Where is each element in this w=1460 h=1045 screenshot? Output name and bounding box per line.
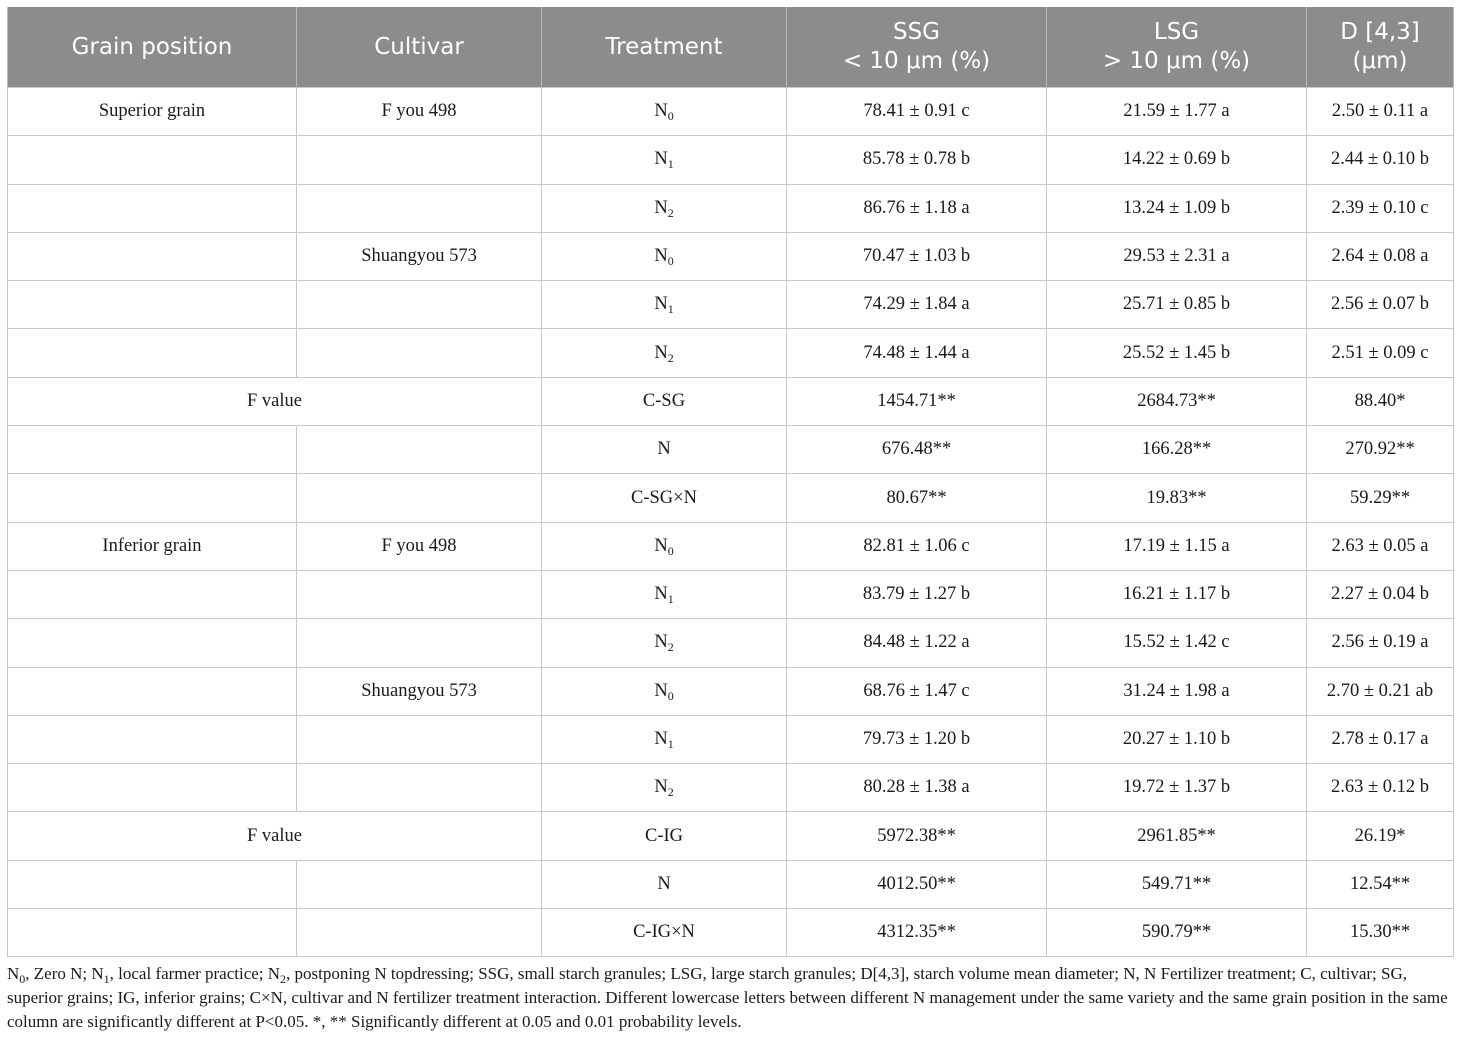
cultivar-cell bbox=[297, 860, 542, 908]
treatment-label: N bbox=[654, 197, 668, 218]
treatment-cell bbox=[542, 812, 787, 860]
lsg-cell: 166.28** bbox=[1047, 426, 1307, 474]
treatment-cell bbox=[542, 474, 787, 522]
treatment-cell bbox=[542, 619, 787, 667]
lsg-cell: 15.52 ± 1.42 c bbox=[1047, 619, 1307, 667]
column-header-label: SSG bbox=[892, 19, 941, 45]
data-table bbox=[7, 7, 1454, 957]
grain-position-cell bbox=[8, 764, 297, 812]
d43-cell: 2.51 ± 0.09 c bbox=[1307, 329, 1454, 377]
table-row bbox=[8, 136, 1454, 184]
table-row bbox=[8, 281, 1454, 329]
treatment-cell bbox=[542, 667, 787, 715]
treatment-label: N bbox=[654, 535, 668, 556]
lsg-cell: 25.71 ± 0.85 b bbox=[1047, 281, 1307, 329]
lsg-cell: 25.52 ± 1.45 b bbox=[1047, 329, 1307, 377]
grain-position-cell bbox=[8, 232, 297, 280]
column-header-unit: (μm) bbox=[1352, 48, 1408, 74]
treatment-label: C-IG bbox=[644, 825, 684, 846]
footnote-text: , Zero N; N bbox=[25, 964, 104, 983]
treatment-label: N bbox=[657, 873, 671, 894]
grain-position-cell bbox=[8, 426, 297, 474]
cultivar-cell bbox=[297, 426, 542, 474]
treatment-label: N bbox=[654, 584, 668, 605]
column-header-unit: < 10 μm (%) bbox=[842, 48, 991, 74]
d43-cell: 2.56 ± 0.19 a bbox=[1307, 619, 1454, 667]
grain-position-cell bbox=[8, 281, 297, 329]
grain-position-cell bbox=[8, 136, 297, 184]
treatment-label: N bbox=[654, 632, 668, 653]
treatment-subscript: 2 bbox=[667, 205, 674, 220]
d43-cell: 15.30** bbox=[1307, 909, 1454, 957]
ssg-cell: 82.81 ± 1.06 c bbox=[787, 522, 1047, 570]
cultivar-cell bbox=[297, 619, 542, 667]
lsg-cell: 16.21 ± 1.17 b bbox=[1047, 570, 1307, 618]
lsg-cell: 14.22 ± 0.69 b bbox=[1047, 136, 1307, 184]
footnote-text: N bbox=[7, 964, 20, 983]
column-header bbox=[1047, 7, 1307, 88]
treatment-subscript: 1 bbox=[667, 737, 674, 751]
treatment-label: N bbox=[654, 342, 668, 363]
d43-cell: 270.92** bbox=[1307, 426, 1454, 474]
ssg-cell: 85.78 ± 0.78 b bbox=[787, 136, 1047, 184]
table-row bbox=[8, 88, 1454, 136]
table-footnote bbox=[7, 962, 1455, 1034]
grain-position-cell: Superior grain bbox=[8, 88, 297, 136]
grain-position-cell bbox=[8, 909, 297, 957]
d43-cell: 26.19* bbox=[1307, 812, 1454, 860]
ssg-cell: 80.28 ± 1.38 a bbox=[787, 764, 1047, 812]
column-header-label: Cultivar bbox=[374, 33, 464, 60]
treatment-label: N bbox=[654, 246, 668, 267]
d43-cell: 88.40* bbox=[1307, 377, 1454, 425]
treatment-cell bbox=[542, 184, 787, 232]
treatment-label: N bbox=[654, 777, 668, 798]
lsg-cell: 17.19 ± 1.15 a bbox=[1047, 522, 1307, 570]
ssg-cell: 5972.38** bbox=[787, 812, 1047, 860]
d43-cell: 2.44 ± 0.10 b bbox=[1307, 136, 1454, 184]
treatment-cell bbox=[542, 329, 787, 377]
ssg-cell: 74.29 ± 1.84 a bbox=[787, 281, 1047, 329]
treatment-label: C-IG×N bbox=[633, 922, 695, 943]
table-row bbox=[8, 715, 1454, 763]
treatment-label: N bbox=[654, 729, 668, 749]
treatment-subscript: 1 bbox=[667, 302, 674, 317]
treatment-subscript: 0 bbox=[667, 543, 674, 558]
table-row bbox=[8, 426, 1454, 474]
ssg-cell: 84.48 ± 1.22 a bbox=[787, 619, 1047, 667]
ssg-cell: 79.73 ± 1.20 b bbox=[787, 715, 1047, 763]
lsg-cell: 2684.73** bbox=[1047, 377, 1307, 425]
footnote-text: , postponing N topdressing; SSG, small starch granules; LSG, large starch granules; D[4,3], starch volume mean diameter; N, N Fertilizer treatment; C, cultivar; SG, superior grains; IG, inferior grains; C×N, cultivar and N fertilizer treatment interaction. Different lowercase letters between different N management under the same variety and the same grain position in the same column are significantly different at P<0.05. *, ** Significantly different at 0.05 and 0.01 probability levels. bbox=[7, 964, 1448, 1031]
treatment-label: N bbox=[654, 680, 668, 701]
cultivar-cell bbox=[297, 715, 542, 763]
cultivar-cell: Shuangyou 573 bbox=[297, 667, 542, 715]
lsg-cell: 590.79** bbox=[1047, 909, 1307, 957]
treatment-cell bbox=[542, 715, 787, 763]
treatment-subscript: 1 bbox=[667, 592, 674, 607]
d43-cell: 2.63 ± 0.12 b bbox=[1307, 764, 1454, 812]
footnote-subscript: 1 bbox=[103, 972, 110, 986]
lsg-cell: 20.27 ± 1.10 b bbox=[1047, 715, 1307, 763]
cultivar-cell bbox=[297, 474, 542, 522]
column-header bbox=[1307, 7, 1454, 88]
f-value-label: F value bbox=[8, 812, 542, 860]
table-body bbox=[8, 88, 1454, 957]
header-row bbox=[8, 7, 1454, 88]
grain-position-cell bbox=[8, 619, 297, 667]
treatment-subscript: 2 bbox=[667, 640, 674, 655]
cultivar-cell bbox=[297, 570, 542, 618]
table-row bbox=[8, 474, 1454, 522]
treatment-cell bbox=[542, 426, 787, 474]
grain-position-cell bbox=[8, 860, 297, 908]
lsg-cell: 29.53 ± 2.31 a bbox=[1047, 232, 1307, 280]
cultivar-cell bbox=[297, 764, 542, 812]
treatment-label: N bbox=[654, 101, 668, 122]
ssg-cell: 70.47 ± 1.03 b bbox=[787, 232, 1047, 280]
d43-cell: 59.29** bbox=[1307, 474, 1454, 522]
d43-cell: 2.50 ± 0.11 a bbox=[1307, 88, 1454, 136]
table-row bbox=[8, 522, 1454, 570]
treatment-subscript: 2 bbox=[667, 785, 674, 800]
grain-position-cell bbox=[8, 184, 297, 232]
lsg-cell: 2961.85** bbox=[1047, 812, 1307, 860]
ssg-cell: 68.76 ± 1.47 c bbox=[787, 667, 1047, 715]
lsg-cell: 19.83** bbox=[1047, 474, 1307, 522]
ssg-cell: 80.67** bbox=[787, 474, 1047, 522]
treatment-label: N bbox=[654, 294, 668, 315]
treatment-subscript: 2 bbox=[667, 350, 674, 365]
column-header bbox=[542, 7, 787, 88]
table-row bbox=[8, 667, 1454, 715]
cultivar-cell bbox=[297, 329, 542, 377]
column-header-label: Grain position bbox=[71, 33, 233, 60]
grain-position-cell bbox=[8, 474, 297, 522]
column-header bbox=[297, 7, 542, 88]
d43-cell: 2.63 ± 0.05 a bbox=[1307, 522, 1454, 570]
table-row bbox=[8, 764, 1454, 812]
footnote-subscript: 0 bbox=[19, 972, 26, 986]
table-row bbox=[8, 619, 1454, 667]
d43-cell: 2.64 ± 0.08 a bbox=[1307, 232, 1454, 280]
treatment-label: C-SG×N bbox=[631, 487, 697, 508]
table-header bbox=[8, 7, 1454, 88]
grain-position-cell bbox=[8, 667, 297, 715]
ssg-cell: 676.48** bbox=[787, 426, 1047, 474]
f-value-label: F value bbox=[8, 377, 542, 425]
treatment-cell bbox=[542, 232, 787, 280]
grain-position-cell: Inferior grain bbox=[8, 522, 297, 570]
d43-cell: 2.39 ± 0.10 c bbox=[1307, 184, 1454, 232]
d43-cell: 2.27 ± 0.04 b bbox=[1307, 570, 1454, 618]
treatment-cell bbox=[542, 522, 787, 570]
treatment-label: N bbox=[654, 149, 668, 170]
table-row bbox=[8, 377, 1454, 425]
table-row bbox=[8, 232, 1454, 280]
lsg-cell: 21.59 ± 1.77 a bbox=[1047, 88, 1307, 136]
treatment-subscript: 1 bbox=[667, 157, 674, 172]
cultivar-cell bbox=[297, 281, 542, 329]
cultivar-cell: F you 498 bbox=[297, 522, 542, 570]
d43-cell: 2.56 ± 0.07 b bbox=[1307, 281, 1454, 329]
column-header-label: Treatment bbox=[605, 33, 723, 60]
grain-position-cell bbox=[8, 329, 297, 377]
ssg-cell: 4012.50** bbox=[787, 860, 1047, 908]
data-table-container bbox=[7, 7, 1453, 957]
lsg-cell: 31.24 ± 1.98 a bbox=[1047, 667, 1307, 715]
treatment-cell bbox=[542, 764, 787, 812]
ssg-cell: 74.48 ± 1.44 a bbox=[787, 329, 1047, 377]
cultivar-cell: F you 498 bbox=[297, 88, 542, 136]
column-header bbox=[8, 7, 297, 88]
treatment-label: C-SG bbox=[642, 390, 686, 411]
treatment-cell bbox=[542, 377, 787, 425]
treatment-subscript: 0 bbox=[667, 109, 674, 124]
d43-cell: 12.54** bbox=[1307, 860, 1454, 908]
table-row bbox=[8, 909, 1454, 957]
table-row bbox=[8, 184, 1454, 232]
cultivar-cell bbox=[297, 136, 542, 184]
treatment-cell bbox=[542, 136, 787, 184]
table-row bbox=[8, 329, 1454, 377]
treatment-cell bbox=[542, 860, 787, 908]
column-header-label: D [4,3] bbox=[1340, 19, 1420, 45]
cultivar-cell bbox=[297, 184, 542, 232]
lsg-cell: 549.71** bbox=[1047, 860, 1307, 908]
grain-position-cell bbox=[8, 715, 297, 763]
footnote-text: , local farmer practice; N bbox=[109, 964, 281, 983]
lsg-cell: 13.24 ± 1.09 b bbox=[1047, 184, 1307, 232]
footnote-subscript: 2 bbox=[280, 972, 287, 986]
treatment-label: N bbox=[657, 439, 671, 460]
d43-cell: 2.78 ± 0.17 a bbox=[1307, 715, 1454, 763]
treatment-cell bbox=[542, 88, 787, 136]
column-header-label: LSG bbox=[1153, 19, 1200, 45]
ssg-cell: 83.79 ± 1.27 b bbox=[787, 570, 1047, 618]
treatment-cell bbox=[542, 570, 787, 618]
grain-position-cell bbox=[8, 570, 297, 618]
d43-cell: 2.70 ± 0.21 ab bbox=[1307, 667, 1454, 715]
treatment-subscript: 0 bbox=[667, 254, 674, 269]
cultivar-cell: Shuangyou 573 bbox=[297, 232, 542, 280]
treatment-subscript: 0 bbox=[667, 688, 674, 703]
table-row bbox=[8, 812, 1454, 860]
treatment-cell bbox=[542, 281, 787, 329]
treatment-cell bbox=[542, 909, 787, 957]
ssg-cell: 78.41 ± 0.91 c bbox=[787, 88, 1047, 136]
table-row bbox=[8, 860, 1454, 908]
column-header-unit: > 10 μm (%) bbox=[1102, 48, 1251, 74]
cultivar-cell bbox=[297, 909, 542, 957]
ssg-cell: 86.76 ± 1.18 a bbox=[787, 184, 1047, 232]
ssg-cell: 1454.71** bbox=[787, 377, 1047, 425]
ssg-cell: 4312.35** bbox=[787, 909, 1047, 957]
table-row bbox=[8, 570, 1454, 618]
lsg-cell: 19.72 ± 1.37 b bbox=[1047, 764, 1307, 812]
column-header bbox=[787, 7, 1047, 88]
